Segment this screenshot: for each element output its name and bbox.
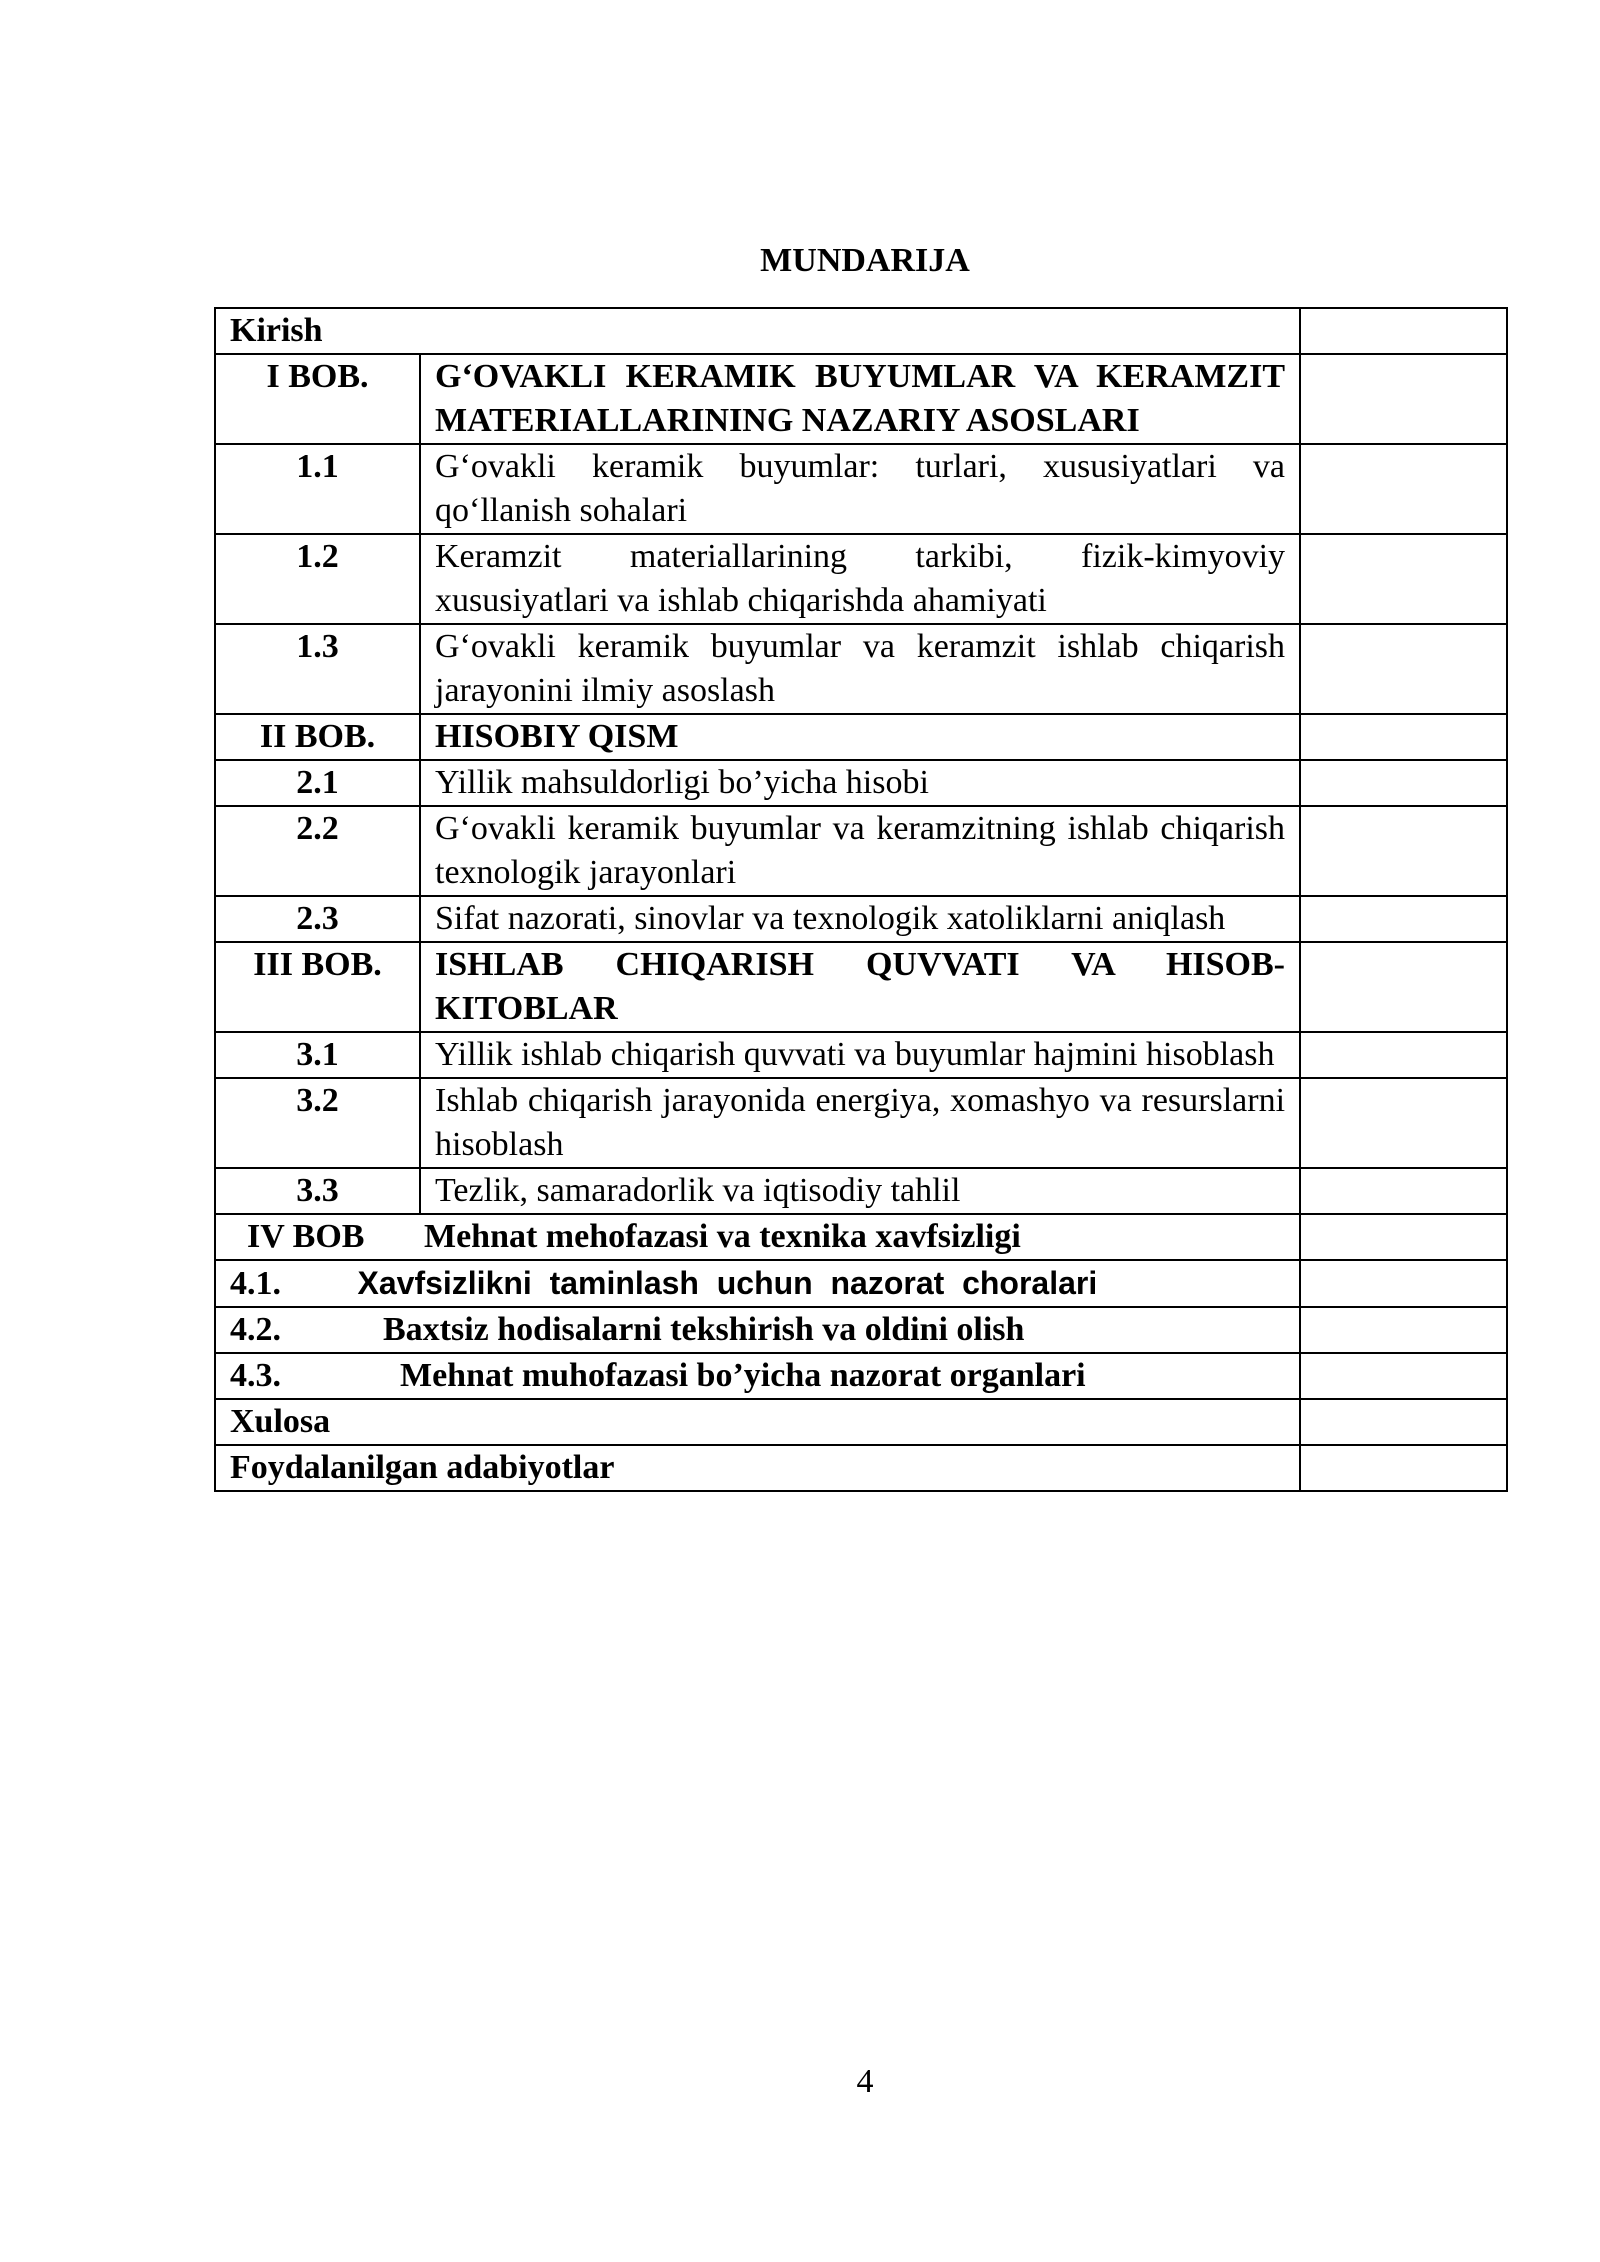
toc-row-section-2-1 (215, 760, 1507, 806)
toc-page-cell (1300, 1168, 1507, 1214)
section-4-2-entry (215, 1307, 1300, 1353)
section-number: 4.1. (230, 1265, 281, 1302)
toc-row-adabiyotlar (215, 1445, 1507, 1491)
section-number: 2.3 (215, 896, 420, 942)
toc-page-cell (1300, 1032, 1507, 1078)
section-title: Ishlab chiqarish jarayonida energiya, xomashyo va resurslarni hisoblash (420, 1078, 1300, 1168)
chapter-title: G‘OVAKLI KERAMIK BUYUMLAR VA KERAMZIT MATERIALLARINING NAZARIY ASOSLARI (420, 354, 1300, 444)
section-number: 2.2 (215, 806, 420, 896)
toc-row-chapter-3 (215, 942, 1507, 1032)
toc-row-section-2-3 (215, 896, 1507, 942)
toc-page-cell (1300, 1260, 1507, 1307)
section-number: 2.1 (215, 760, 420, 806)
section-title: G‘ovakli keramik buyumlar va keramzit ishlab chiqarish jarayonini ilmiy asoslash (420, 624, 1300, 714)
toc-row-section-4-1 (215, 1260, 1507, 1307)
chapter-title: ISHLAB CHIQARISH QUVVATI VA HISOB-KITOBLAR (420, 942, 1300, 1032)
toc-row-section-3-3 (215, 1168, 1507, 1214)
toc-page-cell (1300, 942, 1507, 1032)
section-title: Xavfsizlikni taminlash uchun nazorat choralari (357, 1265, 1098, 1301)
chapter-4-entry (215, 1214, 1300, 1260)
toc-page-cell (1300, 1307, 1507, 1353)
section-number: 1.3 (215, 624, 420, 714)
toc-page-cell (1300, 1399, 1507, 1445)
chapter-number: IV BOB (247, 1218, 365, 1255)
section-title: Yillik mahsuldorligi bo’yicha hisobi (420, 760, 1300, 806)
section-number: 1.2 (215, 534, 420, 624)
toc-page-cell (1300, 1078, 1507, 1168)
toc-page-cell (1300, 624, 1507, 714)
chapter-title: Mehnat mehofazasi va texnika xavfsizligi (423, 1218, 1021, 1255)
toc-row-section-3-2 (215, 1078, 1507, 1168)
chapter-number: III BOB. (215, 942, 420, 1032)
toc-row-xulosa (215, 1399, 1507, 1445)
toc-row-section-4-2 (215, 1307, 1507, 1353)
section-number: 1.1 (215, 444, 420, 534)
toc-row-section-1-3 (215, 624, 1507, 714)
section-4-1-entry (215, 1260, 1300, 1307)
toc-page-cell (1300, 760, 1507, 806)
toc-row-section-4-3 (215, 1353, 1507, 1399)
section-title: Yillik ishlab chiqarish quvvati va buyumlar hajmini hisoblash (420, 1032, 1300, 1078)
section-title: Tezlik, samaradorlik va iqtisodiy tahlil (420, 1168, 1300, 1214)
toc-page-cell (1300, 1353, 1507, 1399)
section-number: 3.1 (215, 1032, 420, 1078)
section-title: Keramzit materiallarining tarkibi, fizik-kimyoviy xususiyatlari va ishlab chiqarishda ahamiyati (420, 534, 1300, 624)
section-number: 3.2 (215, 1078, 420, 1168)
section-title: Sifat nazorati, sinovlar va texnologik xatoliklarni aniqlash (420, 896, 1300, 942)
toc-page-cell (1300, 534, 1507, 624)
chapter-number: I BOB. (215, 354, 420, 444)
toc-row-kirish (215, 308, 1507, 354)
toc-page-cell (1300, 714, 1507, 760)
chapter-number: II BOB. (215, 714, 420, 760)
table-of-contents (214, 307, 1508, 1492)
toc-page-cell (1300, 308, 1507, 354)
toc-row-chapter-2 (215, 714, 1507, 760)
section-number: 3.3 (215, 1168, 420, 1214)
section-number: 4.3. (230, 1357, 281, 1394)
toc-page-cell (1300, 444, 1507, 534)
page-title: MUNDARIJA (760, 242, 970, 279)
section-title: G‘ovakli keramik buyumlar: turlari, xususiyatlari va qo‘llanish sohalari (420, 444, 1300, 534)
toc-page-cell (1300, 1214, 1507, 1260)
toc-entry-adabiyotlar: Foydalanilgan adabiyotlar (215, 1445, 1300, 1491)
toc-page-cell (1300, 354, 1507, 444)
toc-entry-kirish: Kirish (215, 308, 1300, 354)
toc-page-cell (1300, 1445, 1507, 1491)
toc-entry-xulosa: Xulosa (215, 1399, 1300, 1445)
section-number: 4.2. (230, 1311, 281, 1348)
page-number: 4 (856, 2063, 874, 2100)
toc-row-section-2-2 (215, 806, 1507, 896)
toc-row-chapter-4 (215, 1214, 1507, 1260)
section-title: Baxtsiz hodisalarni tekshirish va oldini olish (383, 1311, 1025, 1348)
toc-row-section-1-1 (215, 444, 1507, 534)
chapter-title: HISOBIY QISM (420, 714, 1300, 760)
toc-page-cell (1300, 896, 1507, 942)
section-4-3-entry (215, 1353, 1300, 1399)
toc-row-section-3-1 (215, 1032, 1507, 1078)
toc-row-chapter-1 (215, 354, 1507, 444)
section-title: Mehnat muhofazasi bo’yicha nazorat organlari (400, 1357, 1086, 1394)
section-title: G‘ovakli keramik buyumlar va keramzitning ishlab chiqarish texnologik jarayonlari (420, 806, 1300, 896)
toc-page-cell (1300, 806, 1507, 896)
toc-row-section-1-2 (215, 534, 1507, 624)
